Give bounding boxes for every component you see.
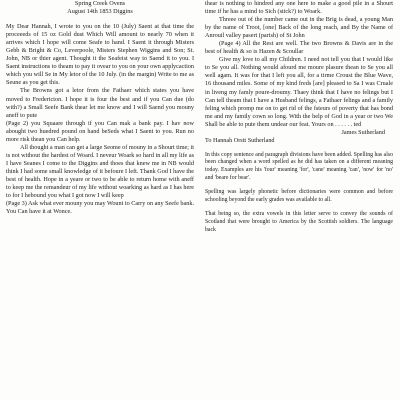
letter-left-column (6, 0, 194, 216)
letter-paragraph: The Browns got a letor from the Fathaer which states you have moved to Fredericton. I hope it is four the best and if you Can due (do with?) a Small Seefe Bank thear let me know and I will Saend you mouny aneff to pute (6, 87, 194, 119)
letter-paragraph: (Page 3) Ask what ever mouny you may Wount to Carry on any Seefe bank. You Can have it at Wonce. (6, 200, 194, 216)
signature-name: James Sutherland (341, 128, 385, 136)
letter-right-column (205, 0, 393, 234)
transcription-note: In this copy sentence and paragraph divisions have been added. Spelling has also been changed when a word spelled as he did has taken on a different meaning today. Examples are his 'four' meaning 'for', 'cane' meaning 'can', 'now' for 'no' and 'beare for bear'. (205, 151, 393, 181)
letter-paragraph: (Page 2) you Squaare through if you Can mak a bank pay. I hav now abought two huedred pound on hand beSeds what I Saent to you. Run no more risk thean you Can help. (6, 119, 194, 143)
letter-recipient: To Hannah Orstt Sutherland (205, 136, 275, 144)
letter-paragraph: All thought a man can get a large Seome of mouny in a Shourt time; it is not without the hardest of Woard. I neveur Woark so hard in all my life as I have Seanes I come to the Diggins and thoes that knew me in NB would think I had some small knowledge of it befoure I left. Thank God I have the best of health. Hope in a yeare or two to be able to return home with aneff to keep me the remandeur of my life without woarking as hard as I has here to for I hebound you what I got now I will keep (6, 143, 194, 200)
letter-paragraph: Give my love to all my Children. I need not tell you that I would like to Se you all. Nothing would afourd me moure plasure thean to Se you all well agam. It was for that I left you all, for a tirme Croust the Blue Wave, 16 thousand miles. Some of my kind freds [are] pleased to Sa I was Cruale in liveng my famly poure-droumy. Thaey think that I have no felings but I Can tell theam that I have a Husband felings, a Fathaer felings and a family feling which promp me on to get rid of the fsteurs of poverty that has bond me and my family cown so long. With the help of God in a year or two We Shall be able to pute them undear our feat. Yours on . . . . . . ted (205, 56, 393, 128)
letter-paragraph: thear is nothing to hindred any one here to make a good pile in a Shourt time if he has a mind to Sich (stick?) to Woark. (205, 0, 393, 16)
letter-header-date: August 14th 1853 Diggins (67, 8, 133, 16)
transcription-note: That being so, the extra vowels in this letter serve to convey the sounds of Scotland that were brought to America by the Scottish soldiers. The language back (205, 211, 393, 233)
letter-paragraph: Threee out of the number came out in the Brig is dead, a young Man by the name of Troot, [one] Back of the long reach, and By the Name of Anrouil valley pasert (parish) of St John (205, 16, 393, 40)
letter-paragraph: (Page 4) All the Rest are well. The two Browns & Davis are in the best of health & so is Hazen & Scoullar (205, 40, 393, 56)
letter-paragraph: My Dear Hannah, I wrote to you on the 10 (July) Saent at that time the proceeeds of 15 oz Gold dust Which Will amount to nearly 70 when it arrives which I hope will come Seafe to hand. I Saent it through Misters Gebb & Bright & Co, Leverpoole, Misters Stephen Wiggins and Son; St. John, NB or thier agent. Thought it the Seafeist way to Saend it to you. I Saent instructions to theam to pay it ovear to you on your own applycaction which you will Se in My letor of the 10 July. (in the margin) Write to me as Seune as you get this. (6, 23, 194, 87)
transcription-note: Spelling was largely phonetic before dictionaries were common and before schooling beyond the early grades was available to all. (205, 189, 393, 203)
letter-header-place: Spring Creek Ovens (74, 0, 126, 7)
